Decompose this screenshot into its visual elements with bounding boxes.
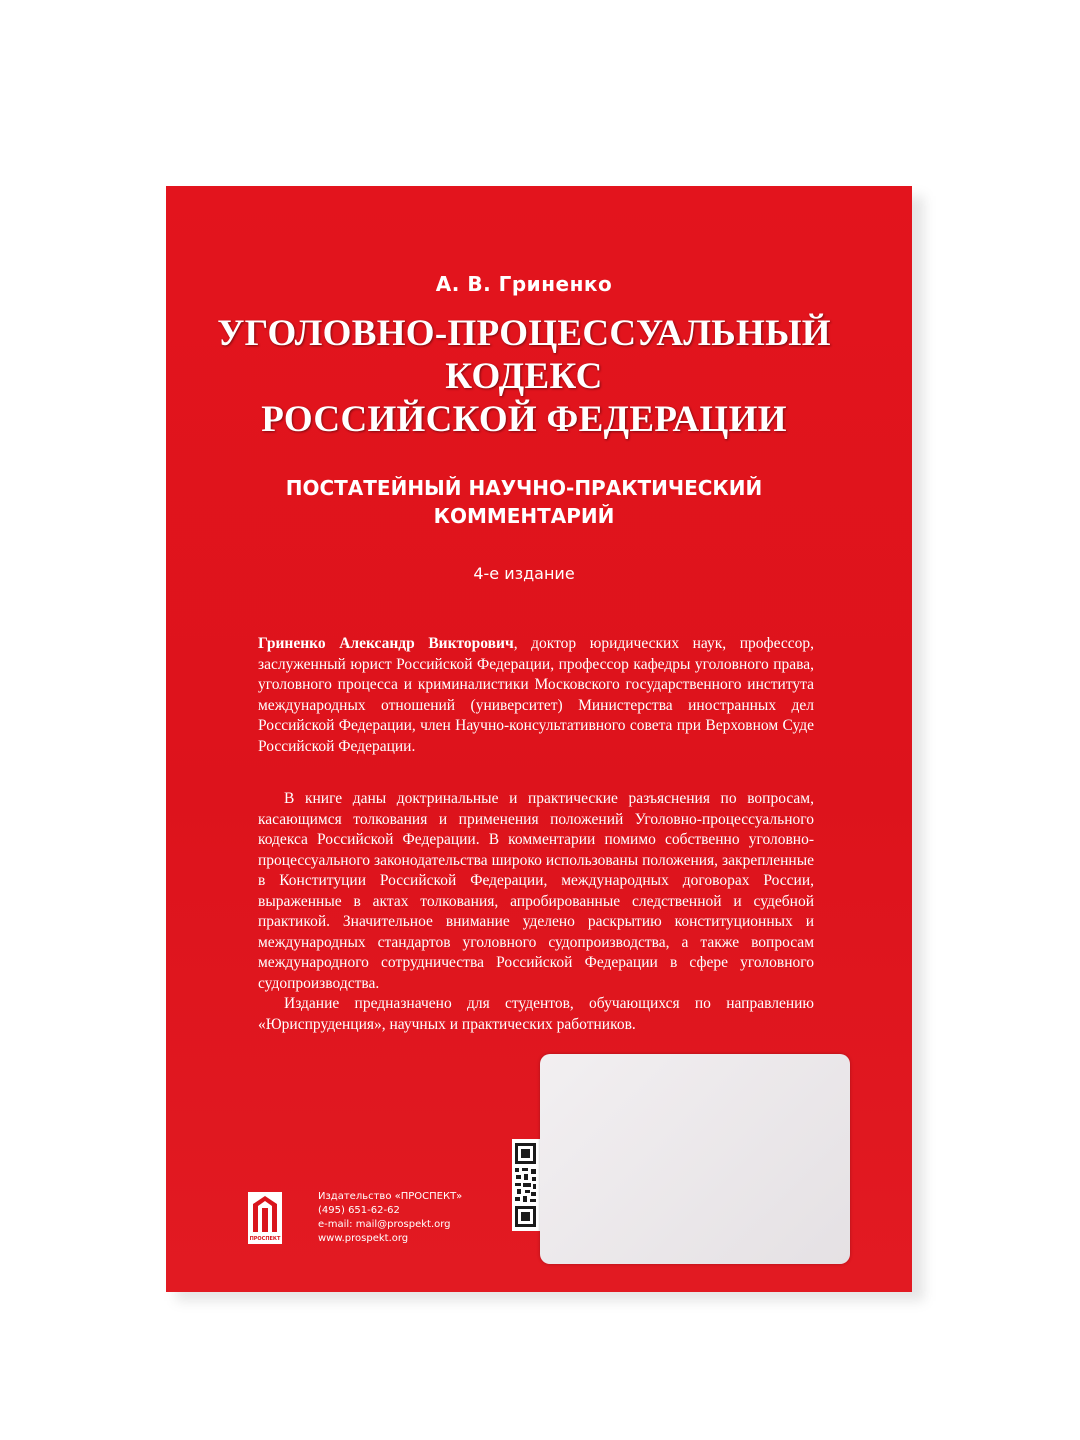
- edition-label: 4-е издание: [473, 564, 575, 583]
- book-back-cover: [166, 186, 912, 1292]
- author-bio-text: , доктор юридических наук, профессор, заслуженный юрист Российской Федерации, профессор кафедры уголовного права, уголовного процесса и криминалистики Московского государственного института международных отношений (университет) Министерства иностранных дел Российской Федерации, член Научно-консультативного совета при Верховном Суде Российской Федерации.: [258, 635, 814, 755]
- title-line: РОССИЙСКОЙ ФЕДЕРАЦИИ: [261, 399, 787, 440]
- subtitle-line: ПОСТАТЕЙНЫЙ НАУЧНО-ПРАКТИЧЕСКИЙ: [285, 476, 763, 500]
- author-name: А. В. Гриненко: [435, 272, 613, 296]
- description-paragraph: Издание предназначено для студентов, обучающихся по направлению «Юриспруденция», научных и практических работников.: [258, 995, 814, 1033]
- author-bio: [258, 634, 814, 757]
- qr-code: [512, 1139, 542, 1231]
- book-title: [166, 312, 882, 441]
- author-bio-name: Гриненко Александр Викторович: [258, 635, 514, 652]
- book-subtitle: [166, 474, 882, 530]
- book-description: [258, 789, 814, 1035]
- title-line: УГОЛОВНО-ПРОЦЕССУАЛЬНЫЙ: [217, 313, 831, 354]
- publisher-website: www.prospekt.org: [318, 1233, 409, 1244]
- logo-label: ПРОСПЕКТ: [249, 1236, 281, 1242]
- title-line: КОДЕКС: [445, 356, 603, 397]
- publisher-email: e-mail: mail@prospekt.org: [318, 1219, 451, 1230]
- subtitle-line: КОММЕНТАРИЙ: [433, 504, 615, 528]
- prospekt-logo: [248, 1192, 282, 1244]
- publisher-name: Издательство «ПРОСПЕКТ»: [318, 1191, 463, 1202]
- publisher-phone: (495) 651-62-62: [318, 1205, 400, 1216]
- price-sticker: [540, 1054, 850, 1264]
- publisher-info: [318, 1190, 462, 1246]
- description-paragraph: В книге даны доктринальные и практические разъяснения по вопросам, касающимся толкования и применения положений Уголовно-процессуального кодекса Российской Федерации. В комментарии помимо собственно уголовно-процессуального законодательства широко использованы положения, закрепленные в Конституции Российской Федерации, международных договорах России, выраженные в актах толкования, апробированные следственной и судебной практикой. Значительное внимание уделено раскрытию конституционных и международных стандартов уголовного судопроизводства, а также вопросам международного сотрудничества Российской Федерации в сфере уголовного судопроизводства.: [258, 790, 814, 992]
